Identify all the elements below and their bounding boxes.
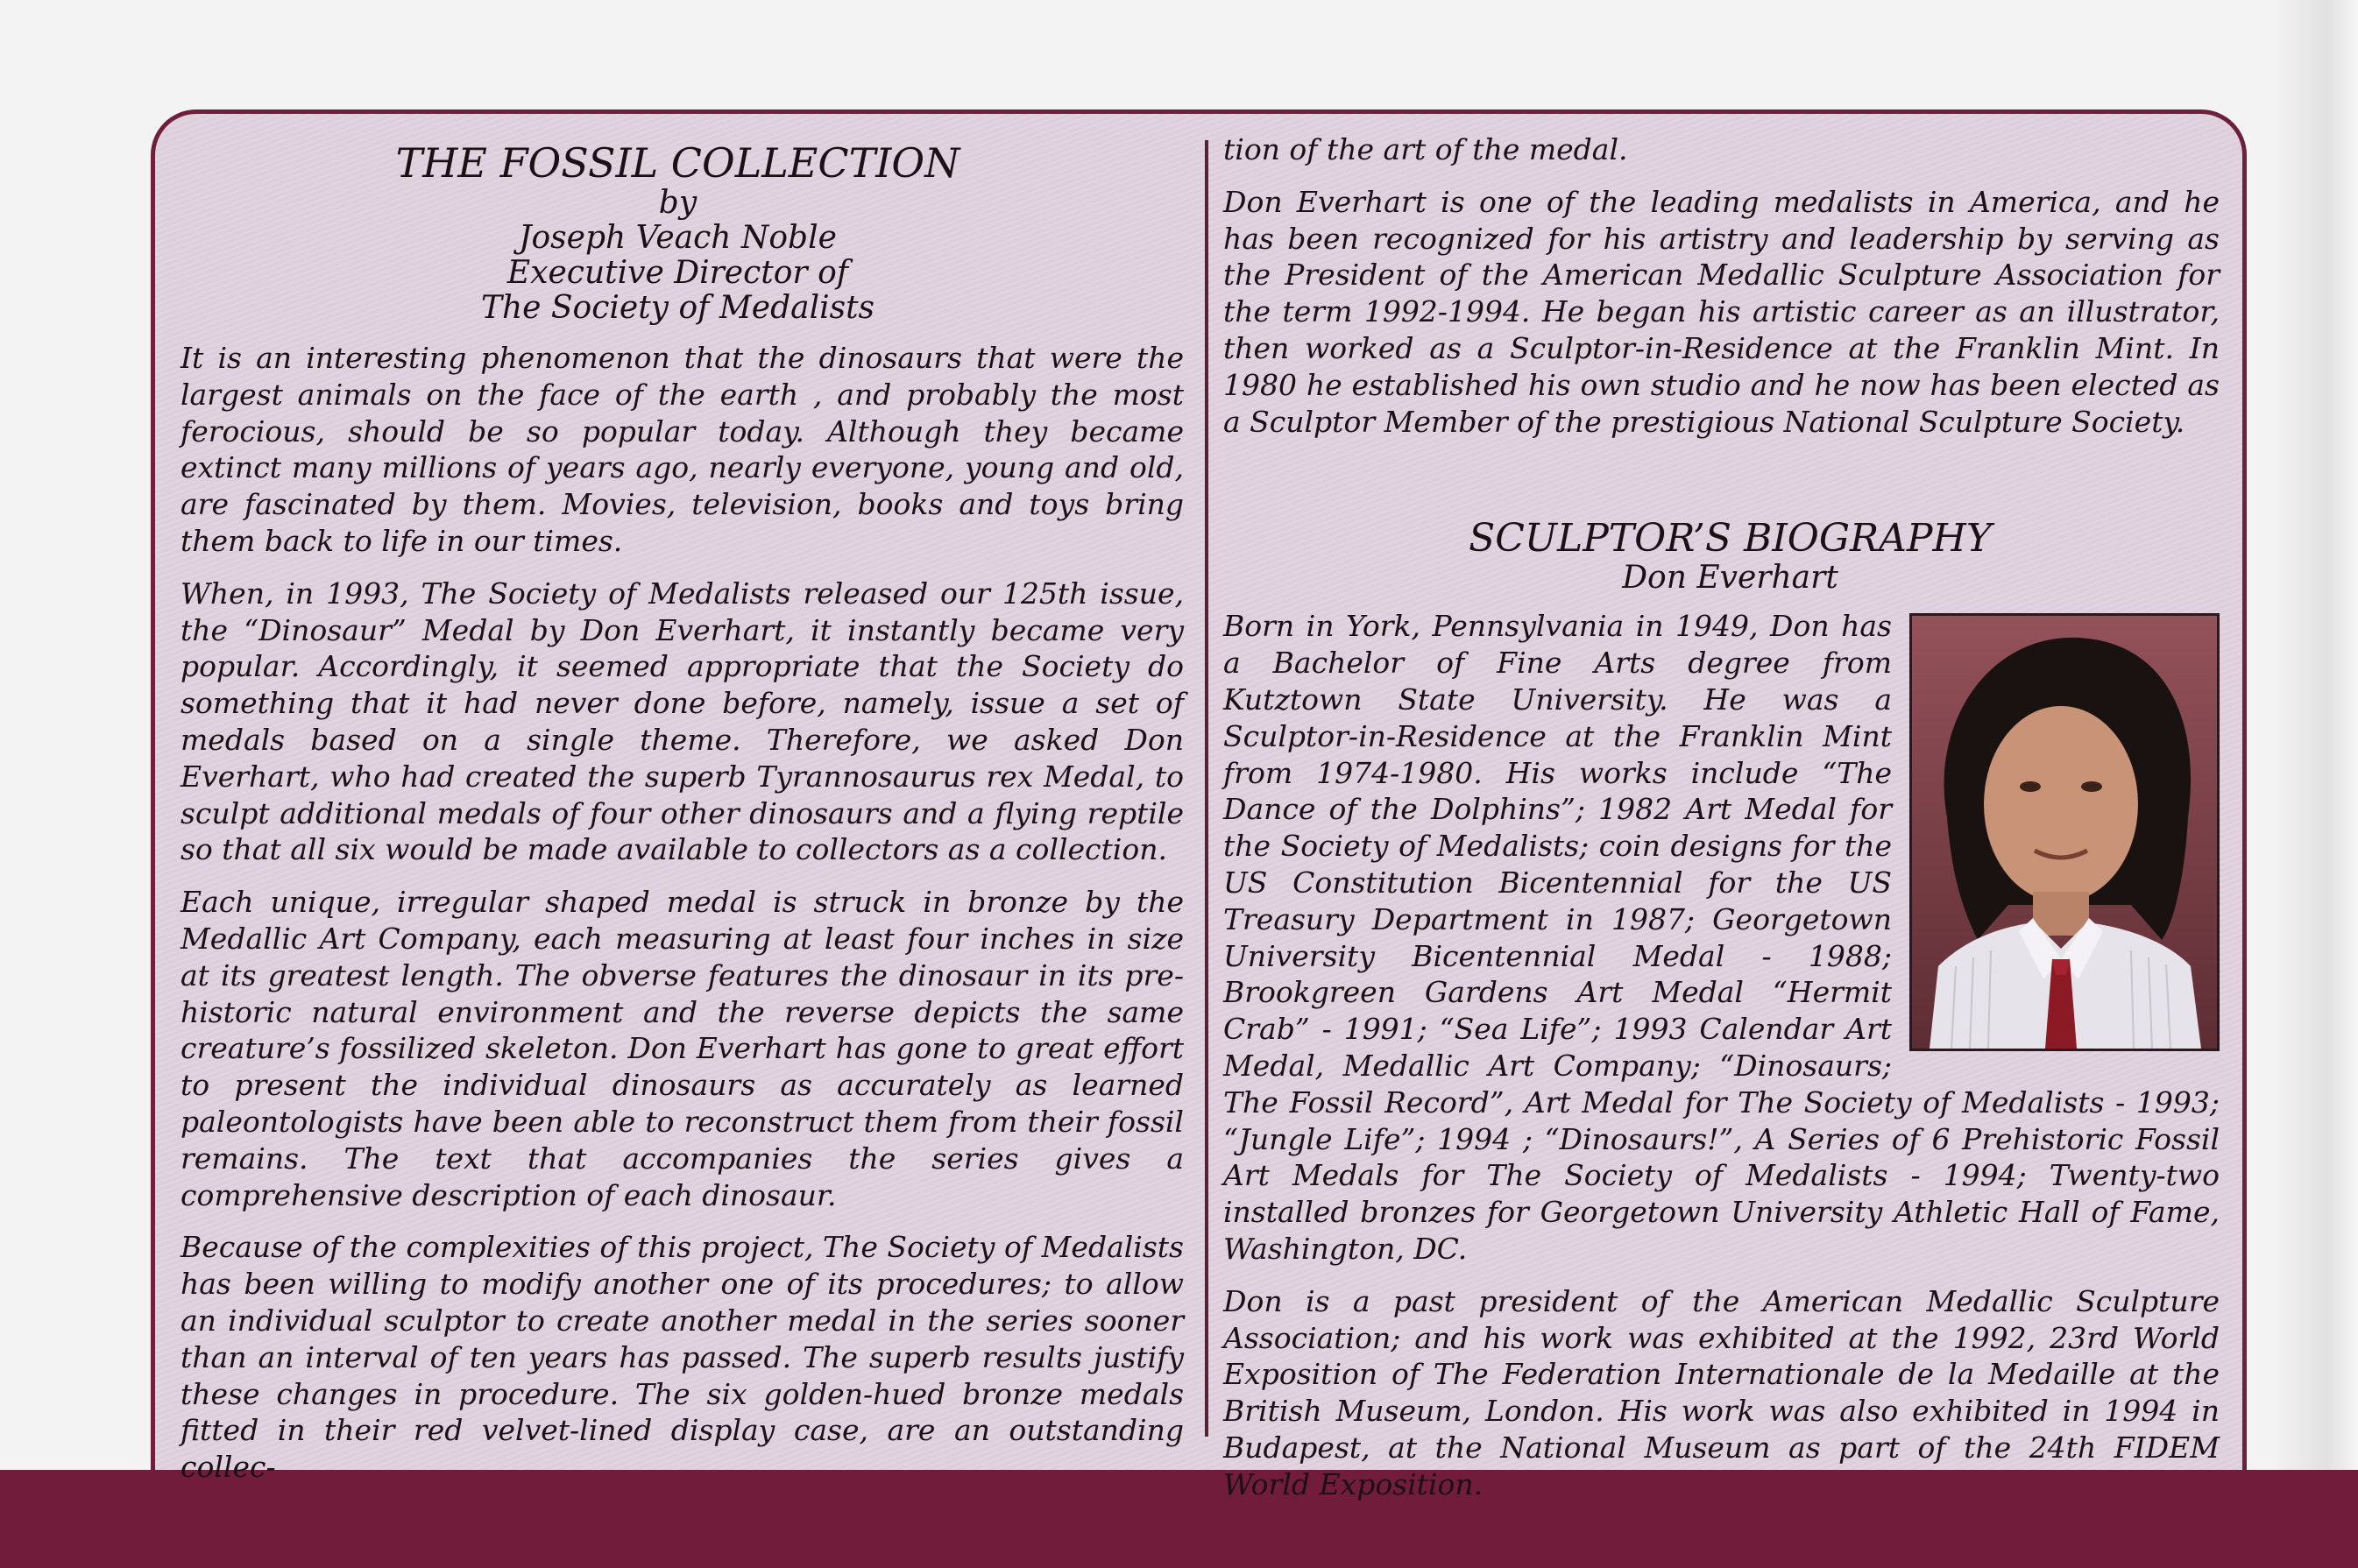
biography-header [1241, 517, 2220, 596]
author-name: Joseph Veach Noble [519, 220, 837, 256]
author-role: Executive Director of [506, 255, 849, 291]
right-column [1223, 131, 2220, 1519]
article-paragraph: Because of the complexities of this project, The Society of Medalists has been willing to modify another one of its procedures; to allow an individual sculptor to create another medal in the series sooner than an interval of ten years has passed. The superb results justify these changes in procedure. The six golden-hued bronze medals fitted in their red velvet-lined display case, are an outstanding collec- [181, 1230, 1184, 1485]
byline-by: by [658, 185, 697, 221]
page-edge-shadow [2278, 0, 2358, 1568]
article-header [172, 140, 1184, 326]
portrait-illustration [1912, 616, 2217, 1049]
column-divider [1205, 140, 1208, 1437]
biography-title: SCULPTOR’S BIOGRAPHY [1469, 516, 1992, 562]
sculptor-portrait-photo [1909, 613, 2220, 1051]
biography-paragraph: Born in York, Pennsylvania in 1949, Don has a Bachelor of Fine Arts degree from Kutztown State University. He was a Sculptor-in-Residence at the Franklin Mint from 1974-1980. His works include “The Dance of the Dolphins”; 1982 Art Medal for the Society of Medalists; coin designs for the US Constitution Bicentennial for the US Treasury Department in 1987; Georgetown University Bicentennial Medal - 1988; Brookgreen Gardens Art Medal “Hermit Crab” - 1991; “Sea Life”; 1993 Calendar Art Medal, Medallic Art Company; “Dinosaurs; The Fossil Record”, Art Medal for The Society of Medalists - 1993; “Jungle Life”; 1994 ; “Dinosaurs!”, A Series of 6 Prehistoric Fossil Art Medals for The Society of Medalists - 1994; Twenty-two installed bronzes for Georgetown University Athletic Hall of Fame, Washington, DC. [1223, 609, 2220, 1266]
left-column [181, 140, 1184, 1501]
article-paragraph: Each unique, irregular shaped medal is struck in bronze by the Medallic Art Company, each measuring at least four inches in size at its greatest length. The obverse features the dinosaur in its pre-historic natural environment and the reverse depicts the same creature’s fossilized skeleton. Don Everhart has gone to great effort to present the individual dinosaurs as accurately as learned paleontologists have been able to reconstruct them from their fossil remains. The text that accompanies the series gives a comprehensive description of each dinosaur. [181, 885, 1184, 1212]
biography-name: Don Everhart [1622, 560, 1838, 597]
author-organization: The Society of Medalists [480, 290, 875, 326]
article-paragraph: When, in 1993, The Society of Medalists released our 125th issue, the “Dinosaur” Medal by Don Everhart, it instantly became very popular. Accordingly, it seemed appropriate that the Society do something that it had never done before, namely, issue a set of medals based on a single theme. Therefore, we asked Don Everhart, who had created the superb Tyrannosaurus rex Medal, to sculpt additional medals of four other dinosaurs and a flying reptile so that all six would be made available to collectors as a collection. [181, 576, 1184, 867]
continuation-paragraph: tion of the art of the medal. [1223, 132, 1628, 166]
biography-paragraph: Don is a past president of the American Medallic Sculpture Association; and his work was exhibited at the 1992, 23rd World Exposition of The Federation Internationale de la Medaille at the British Museum, London. His work was also exhibited in 1994 in Budapest, at the National Museum as part of the 24th FIDEM World Exposition. [1223, 1283, 2220, 1501]
article-title: THE FOSSIL COLLECTION [395, 139, 960, 187]
article-paragraph: It is an interesting phenomenon that the dinosaurs that were the largest animals on the face of the earth , and probably the most ferocious, should be so popular today. Although they became extinct many millions of years ago, nearly everyone, young and old, are fascinated by them. Movies, television, books and toys bring them back to life in our times. [181, 341, 1184, 558]
article-paragraph: Don Everhart is one of the leading medalists in America, and he has been recognized for his artistry and leadership by serving as the President of the American Medallic Sculpture Association for the term 1992-1994. He began his artistic career as an illustrator, then worked as a Sculptor-in-Residence at the Franklin Mint. In 1980 he established his own studio and he now has been elected as a Sculptor Member of the prestigious National Sculpture Society. [1223, 184, 2220, 439]
